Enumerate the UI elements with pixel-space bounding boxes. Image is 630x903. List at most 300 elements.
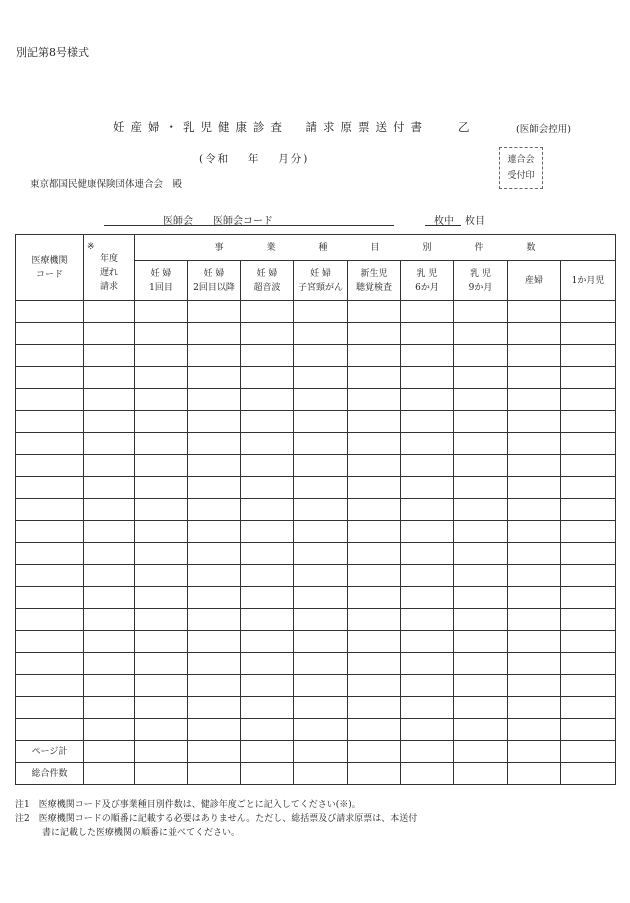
institution-code-header	[16, 235, 84, 301]
entry-cell[interactable]	[561, 653, 616, 675]
entry-cell[interactable]	[84, 653, 135, 675]
late-claim-header-line1: 年度	[99, 253, 118, 264]
entry-cell[interactable]	[348, 587, 401, 609]
entry-cell[interactable]	[401, 477, 454, 499]
institution-code-cell[interactable]	[16, 653, 84, 675]
col-header-line: 妊 婦	[256, 268, 278, 279]
entry-cell[interactable]	[508, 697, 561, 719]
entry-cell[interactable]	[188, 389, 241, 411]
institution-code-cell[interactable]	[16, 455, 84, 477]
business-header-char: 種	[318, 242, 328, 253]
entry-cell[interactable]	[241, 389, 294, 411]
entry-rows	[16, 301, 616, 741]
entry-cell[interactable]	[508, 653, 561, 675]
entry-cell[interactable]	[241, 631, 294, 653]
entry-cell[interactable]	[348, 367, 401, 389]
entry-cell[interactable]	[84, 301, 135, 323]
table-row	[16, 301, 616, 323]
entry-cell[interactable]	[188, 323, 241, 345]
entry-cell[interactable]	[508, 323, 561, 345]
entry-cell[interactable]	[454, 631, 508, 653]
entry-cell[interactable]	[508, 345, 561, 367]
entry-cell[interactable]	[294, 301, 348, 323]
entry-cell[interactable]	[454, 323, 508, 345]
col-header-pregnant-1st	[135, 261, 188, 301]
entry-cell[interactable]	[508, 543, 561, 565]
col-header-pregnant-cervical	[294, 261, 348, 301]
entry-cell[interactable]	[561, 697, 616, 719]
col-header-line: 1か月児	[571, 275, 605, 286]
entry-cell[interactable]	[188, 609, 241, 631]
entry-cell[interactable]	[188, 499, 241, 521]
entry-cell[interactable]	[348, 675, 401, 697]
document-title: 妊産婦・乳児健康診査 請求原票送付書	[113, 120, 428, 134]
entry-cell[interactable]	[401, 719, 454, 741]
entry-cell[interactable]	[188, 433, 241, 455]
entry-cell[interactable]	[348, 631, 401, 653]
entry-cell[interactable]	[84, 587, 135, 609]
entry-cell[interactable]	[561, 433, 616, 455]
form-number: 別記第8号様式	[16, 46, 89, 59]
entry-cell[interactable]	[561, 499, 616, 521]
entry-cell[interactable]	[241, 653, 294, 675]
entry-cell[interactable]	[241, 455, 294, 477]
col-header-1month-infant	[561, 261, 616, 301]
entry-cell[interactable]	[188, 697, 241, 719]
business-header-char: 数	[526, 242, 536, 253]
entry-cell[interactable]	[135, 411, 188, 433]
note-2: 注2 医療機関コードの順番に記載する必要はありません。ただし、総括票及び請求原票は、本送付	[15, 814, 418, 824]
institution-code-cell[interactable]	[16, 719, 84, 741]
entry-cell[interactable]	[561, 631, 616, 653]
entry-cell[interactable]	[84, 631, 135, 653]
entry-cell[interactable]	[508, 477, 561, 499]
entry-cell[interactable]	[294, 719, 348, 741]
institution-code-cell[interactable]	[16, 499, 84, 521]
entry-cell[interactable]	[135, 301, 188, 323]
entry-cell[interactable]	[84, 675, 135, 697]
stamp-label-line2: 受付印	[507, 171, 535, 181]
col-header-newborn-hearing	[348, 261, 401, 301]
entry-cell[interactable]	[294, 433, 348, 455]
entry-cell[interactable]	[135, 345, 188, 367]
entry-cell[interactable]	[401, 499, 454, 521]
table-row	[16, 587, 616, 609]
entry-cell[interactable]	[84, 763, 135, 785]
entry-cell[interactable]	[135, 499, 188, 521]
entry-cell[interactable]	[188, 411, 241, 433]
entry-cell[interactable]	[135, 609, 188, 631]
entry-cell[interactable]	[401, 543, 454, 565]
entry-cell[interactable]	[188, 521, 241, 543]
entry-cell[interactable]	[241, 499, 294, 521]
table-row	[16, 389, 616, 411]
entry-cell[interactable]	[508, 521, 561, 543]
entry-cell[interactable]	[135, 367, 188, 389]
notes	[15, 798, 615, 840]
entry-cell[interactable]	[348, 653, 401, 675]
entry-cell[interactable]	[401, 653, 454, 675]
entry-cell[interactable]	[401, 565, 454, 587]
entry-cell[interactable]	[454, 653, 508, 675]
entry-cell[interactable]	[561, 565, 616, 587]
entry-cell[interactable]	[188, 631, 241, 653]
entry-cell[interactable]	[454, 521, 508, 543]
entry-cell[interactable]	[401, 433, 454, 455]
entry-cell[interactable]	[294, 477, 348, 499]
entry-cell[interactable]	[135, 653, 188, 675]
entry-cell[interactable]	[454, 345, 508, 367]
institution-code-cell[interactable]	[16, 521, 84, 543]
page-total-row	[16, 741, 616, 763]
entry-cell[interactable]	[454, 763, 508, 785]
entry-cell[interactable]	[241, 675, 294, 697]
entry-cell[interactable]	[241, 587, 294, 609]
entry-cell[interactable]	[241, 543, 294, 565]
entry-cell[interactable]	[84, 389, 135, 411]
entry-cell[interactable]	[294, 741, 348, 763]
entry-cell[interactable]	[188, 301, 241, 323]
entry-cell[interactable]	[188, 543, 241, 565]
entry-cell[interactable]	[188, 653, 241, 675]
sheet-index-label: 枚目	[465, 216, 485, 227]
entry-cell[interactable]	[401, 609, 454, 631]
entry-cell[interactable]	[508, 675, 561, 697]
entry-cell[interactable]	[454, 719, 508, 741]
entry-cell[interactable]	[401, 389, 454, 411]
entry-cell[interactable]	[241, 345, 294, 367]
entry-cell[interactable]	[508, 411, 561, 433]
entry-cell[interactable]	[348, 301, 401, 323]
institution-code-cell[interactable]	[16, 565, 84, 587]
entry-cell[interactable]	[454, 609, 508, 631]
entry-cell[interactable]	[401, 763, 454, 785]
business-category-header	[135, 235, 616, 261]
table-row	[16, 675, 616, 697]
entry-cell[interactable]	[454, 411, 508, 433]
entry-cell[interactable]	[294, 609, 348, 631]
entry-cell[interactable]	[454, 477, 508, 499]
entry-cell[interactable]	[561, 763, 616, 785]
entry-cell[interactable]	[188, 587, 241, 609]
entry-cell[interactable]	[348, 609, 401, 631]
institution-code-cell[interactable]	[16, 631, 84, 653]
entry-cell[interactable]	[241, 719, 294, 741]
late-claim-header-line3: 請求	[99, 281, 118, 292]
entry-cell[interactable]	[84, 565, 135, 587]
institution-code-cell[interactable]	[16, 675, 84, 697]
entry-cell[interactable]	[135, 719, 188, 741]
entry-cell[interactable]	[294, 763, 348, 785]
entry-cell[interactable]	[454, 433, 508, 455]
entry-cell[interactable]	[454, 301, 508, 323]
entry-cell[interactable]	[508, 301, 561, 323]
entry-cell[interactable]	[348, 719, 401, 741]
entry-cell[interactable]	[135, 697, 188, 719]
entry-cell[interactable]	[561, 367, 616, 389]
business-header-char: 業	[266, 242, 276, 253]
entry-cell[interactable]	[348, 345, 401, 367]
table-row	[16, 521, 616, 543]
table-row	[16, 499, 616, 521]
entry-cell[interactable]	[561, 741, 616, 763]
entry-cell[interactable]	[188, 367, 241, 389]
entry-cell[interactable]	[508, 719, 561, 741]
col-header-infant-9m	[454, 261, 508, 301]
entry-cell[interactable]	[454, 697, 508, 719]
institution-code-cell[interactable]	[16, 323, 84, 345]
entry-cell[interactable]	[401, 301, 454, 323]
entry-cell[interactable]	[401, 741, 454, 763]
entry-cell[interactable]	[188, 345, 241, 367]
entry-cell[interactable]	[135, 587, 188, 609]
entry-cell[interactable]	[561, 411, 616, 433]
table-row	[16, 653, 616, 675]
entry-cell[interactable]	[84, 323, 135, 345]
entry-cell[interactable]	[561, 477, 616, 499]
entry-cell[interactable]	[454, 499, 508, 521]
col-header-line: 妊 婦	[310, 268, 331, 279]
entry-cell[interactable]	[188, 741, 241, 763]
institution-code-cell[interactable]	[16, 367, 84, 389]
entry-cell[interactable]	[84, 697, 135, 719]
entry-cell[interactable]	[401, 455, 454, 477]
entry-cell[interactable]	[348, 741, 401, 763]
entry-cell[interactable]	[84, 719, 135, 741]
entry-cell[interactable]	[401, 521, 454, 543]
institution-code-cell[interactable]	[16, 345, 84, 367]
entry-cell[interactable]	[294, 455, 348, 477]
institution-code-cell[interactable]	[16, 697, 84, 719]
entry-cell[interactable]	[348, 521, 401, 543]
entry-cell[interactable]	[348, 455, 401, 477]
entry-cell[interactable]	[188, 565, 241, 587]
entry-cell[interactable]	[454, 741, 508, 763]
entry-cell[interactable]	[84, 367, 135, 389]
entry-cell[interactable]	[294, 587, 348, 609]
col-header-line: 新生児	[360, 268, 388, 279]
entry-cell[interactable]	[294, 521, 348, 543]
entry-cell[interactable]	[561, 719, 616, 741]
table-row	[16, 455, 616, 477]
entry-cell[interactable]	[135, 631, 188, 653]
col-header-line: 聴覚検査	[355, 282, 392, 293]
entry-cell[interactable]	[508, 499, 561, 521]
entry-cell[interactable]	[84, 499, 135, 521]
entry-cell[interactable]	[508, 433, 561, 455]
entry-cell[interactable]	[188, 675, 241, 697]
entry-cell[interactable]	[561, 521, 616, 543]
entry-cell[interactable]	[348, 411, 401, 433]
institution-code-cell[interactable]	[16, 389, 84, 411]
table-row	[16, 719, 616, 741]
entry-cell[interactable]	[401, 587, 454, 609]
entry-cell[interactable]	[188, 763, 241, 785]
note-2-continued: 書に記載した医療機関の順番に並べてください。	[42, 828, 241, 838]
table-row	[16, 565, 616, 587]
entry-cell[interactable]	[135, 433, 188, 455]
table-row	[16, 345, 616, 367]
table-row	[16, 697, 616, 719]
entry-cell[interactable]	[135, 675, 188, 697]
page-total-label: ページ計	[16, 741, 84, 763]
entry-cell[interactable]	[454, 675, 508, 697]
entry-cell[interactable]	[508, 763, 561, 785]
entry-cell[interactable]	[348, 433, 401, 455]
entry-cell[interactable]	[454, 543, 508, 565]
entry-cell[interactable]	[135, 543, 188, 565]
entry-cell[interactable]	[294, 631, 348, 653]
entry-cell[interactable]	[294, 345, 348, 367]
entry-cell[interactable]	[135, 763, 188, 785]
entry-cell[interactable]	[348, 543, 401, 565]
entry-cell[interactable]	[294, 653, 348, 675]
entry-cell[interactable]	[508, 631, 561, 653]
entry-cell[interactable]	[348, 697, 401, 719]
entry-cell[interactable]	[241, 301, 294, 323]
entry-cell[interactable]	[135, 565, 188, 587]
entry-cell[interactable]	[84, 411, 135, 433]
entry-cell[interactable]	[508, 609, 561, 631]
association-label: 医師会	[163, 216, 193, 227]
entry-cell[interactable]	[508, 455, 561, 477]
grand-total-label: 総合件数	[16, 763, 84, 785]
entry-cell[interactable]	[135, 741, 188, 763]
entry-cell[interactable]	[508, 389, 561, 411]
entry-cell[interactable]	[241, 609, 294, 631]
entry-cell[interactable]	[294, 565, 348, 587]
entry-cell[interactable]	[241, 565, 294, 587]
entry-cell[interactable]	[84, 433, 135, 455]
entry-cell[interactable]	[294, 499, 348, 521]
entry-cell[interactable]	[561, 609, 616, 631]
entry-cell[interactable]	[84, 455, 135, 477]
entry-cell[interactable]	[561, 389, 616, 411]
entry-cell[interactable]	[348, 477, 401, 499]
business-header-char: 別	[422, 242, 432, 253]
entry-cell[interactable]	[241, 521, 294, 543]
institution-code-header-line2: コード	[35, 269, 63, 280]
entry-cell[interactable]	[294, 389, 348, 411]
entry-cell[interactable]	[294, 697, 348, 719]
col-header-line: 乳 児	[470, 268, 491, 279]
entry-cell[interactable]	[401, 631, 454, 653]
entry-cell[interactable]	[454, 367, 508, 389]
col-header-line: 超音波	[253, 282, 281, 293]
institution-code-cell[interactable]	[16, 543, 84, 565]
institution-code-cell[interactable]	[16, 301, 84, 323]
entry-cell[interactable]	[454, 565, 508, 587]
entry-cell[interactable]	[294, 411, 348, 433]
business-header-char: 件	[474, 242, 484, 253]
table-row	[16, 411, 616, 433]
institution-code-cell[interactable]	[16, 609, 84, 631]
entry-cell[interactable]	[454, 587, 508, 609]
entry-cell[interactable]	[188, 477, 241, 499]
entry-cell[interactable]	[294, 367, 348, 389]
entry-cell[interactable]	[561, 301, 616, 323]
entry-cell[interactable]	[188, 719, 241, 741]
institution-code-cell[interactable]	[16, 477, 84, 499]
entry-cell[interactable]	[84, 741, 135, 763]
entry-cell[interactable]	[348, 323, 401, 345]
addressee: 東京都国民健康保険団体連合会 殿	[30, 179, 183, 190]
entry-cell[interactable]	[454, 389, 508, 411]
institution-code-cell[interactable]	[16, 433, 84, 455]
entry-cell[interactable]	[348, 565, 401, 587]
entry-cell[interactable]	[348, 499, 401, 521]
entry-cell[interactable]	[84, 521, 135, 543]
entry-cell[interactable]	[561, 543, 616, 565]
entry-cell[interactable]	[84, 543, 135, 565]
entry-cell[interactable]	[135, 477, 188, 499]
entry-cell[interactable]	[294, 543, 348, 565]
entry-cell[interactable]	[135, 455, 188, 477]
entry-cell[interactable]	[508, 565, 561, 587]
entry-cell[interactable]	[508, 741, 561, 763]
entry-cell[interactable]	[241, 411, 294, 433]
institution-code-cell[interactable]	[16, 411, 84, 433]
institution-code-cell[interactable]	[16, 587, 84, 609]
entry-cell[interactable]	[401, 697, 454, 719]
copy-usage-label: (医師会控用)	[516, 124, 571, 135]
entry-cell[interactable]	[401, 411, 454, 433]
entry-cell[interactable]	[508, 587, 561, 609]
table-row	[16, 543, 616, 565]
entry-cell[interactable]	[241, 741, 294, 763]
entry-cell[interactable]	[561, 675, 616, 697]
entry-cell[interactable]	[561, 345, 616, 367]
entry-cell[interactable]	[241, 697, 294, 719]
stamp-label-line1: 連合会	[507, 155, 535, 165]
reception-stamp-box	[499, 147, 543, 189]
entry-cell[interactable]	[561, 587, 616, 609]
col-header-line: 1回目	[149, 282, 173, 293]
col-header-line: 9か月	[468, 282, 493, 293]
institution-code-header-line1: 医療機関	[31, 255, 68, 266]
col-header-infant-6m	[401, 261, 454, 301]
entry-cell[interactable]	[561, 323, 616, 345]
entry-cell[interactable]	[508, 367, 561, 389]
entry-cell[interactable]	[348, 389, 401, 411]
entry-cell[interactable]	[135, 521, 188, 543]
entry-cell[interactable]	[561, 455, 616, 477]
col-header-pregnant-ultrasound	[241, 261, 294, 301]
entry-cell[interactable]	[401, 345, 454, 367]
entry-cell[interactable]	[241, 477, 294, 499]
entry-cell[interactable]	[135, 389, 188, 411]
entry-cell[interactable]	[241, 763, 294, 785]
grand-total-row	[16, 763, 616, 785]
entry-cell[interactable]	[401, 323, 454, 345]
entry-cell[interactable]	[241, 433, 294, 455]
entry-cell[interactable]	[241, 367, 294, 389]
entry-cell[interactable]	[84, 609, 135, 631]
entry-cell[interactable]	[401, 675, 454, 697]
entry-cell[interactable]	[188, 455, 241, 477]
entry-cell[interactable]	[401, 367, 454, 389]
billing-period: (令和 年 月分)	[199, 153, 310, 165]
entry-cell[interactable]	[84, 477, 135, 499]
entry-cell[interactable]	[84, 345, 135, 367]
entry-cell[interactable]	[294, 323, 348, 345]
entry-cell[interactable]	[294, 675, 348, 697]
entry-cell[interactable]	[348, 763, 401, 785]
col-header-postpartum	[508, 261, 561, 301]
entry-cell[interactable]	[135, 323, 188, 345]
entry-cell[interactable]	[241, 323, 294, 345]
entry-cell[interactable]	[454, 455, 508, 477]
